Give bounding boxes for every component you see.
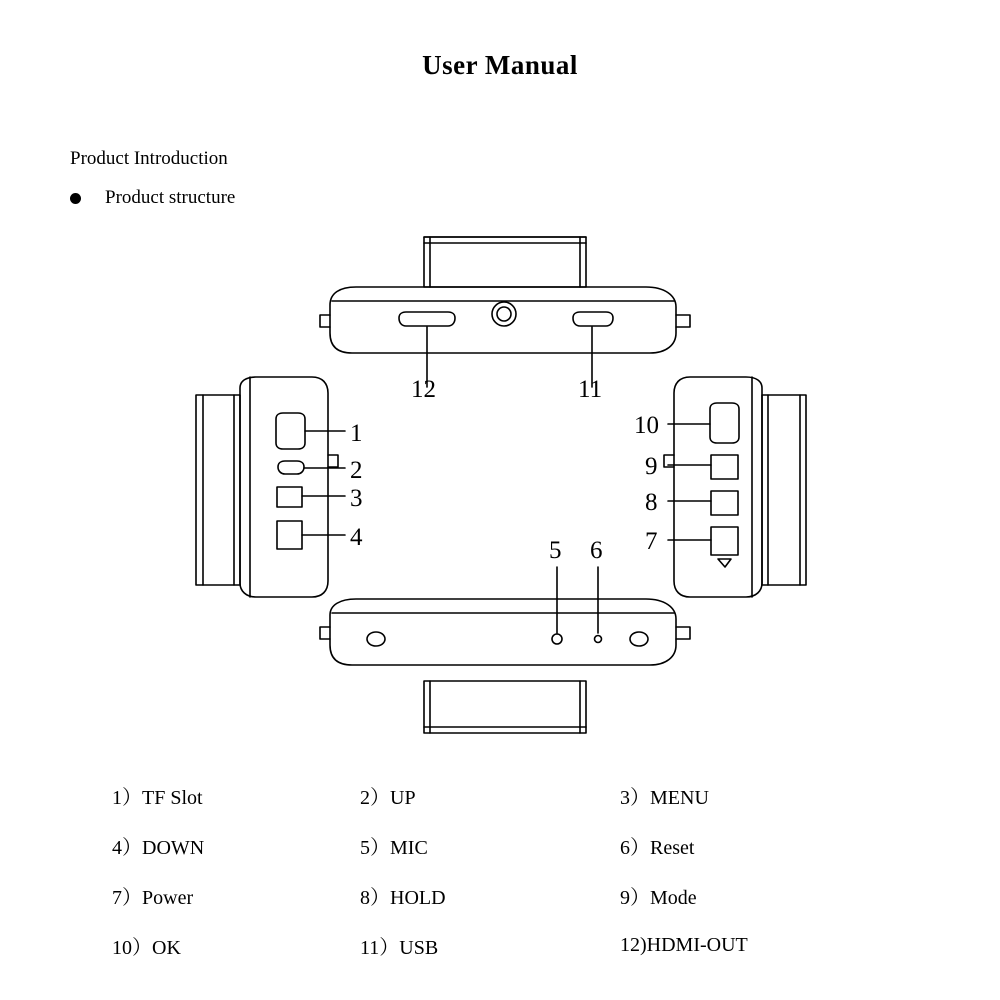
bullet-dot-icon xyxy=(70,193,81,204)
legend-item-7: 7）Power xyxy=(112,886,194,909)
top-view-lens xyxy=(424,237,586,287)
right-side-buttons xyxy=(710,403,739,567)
callout-9: 9 xyxy=(645,453,658,480)
callout-11: 11 xyxy=(578,376,603,403)
legend-row xyxy=(0,770,1000,820)
callout-3: 3 xyxy=(350,485,363,512)
bottom-view-lens xyxy=(424,681,586,733)
callout-4: 4 xyxy=(350,524,363,551)
hdmi-port xyxy=(399,312,455,326)
top-view-body xyxy=(320,287,690,353)
page-title: User Manual xyxy=(422,50,578,80)
legend-row xyxy=(0,920,1000,970)
legend-item-4: 4）DOWN xyxy=(112,836,205,859)
legend-item-2: 2）UP xyxy=(360,786,416,809)
callout-8: 8 xyxy=(645,489,658,516)
legend-item-9: 9）Mode xyxy=(620,886,697,909)
legend-item-1: 1）TF Slot xyxy=(112,786,203,809)
callout-7: 7 xyxy=(645,528,658,555)
callout-10: 10 xyxy=(634,412,659,439)
left-side-buttons xyxy=(276,413,305,549)
legend-row xyxy=(0,870,1000,920)
right-view-body xyxy=(664,377,762,597)
legend-row xyxy=(0,820,1000,870)
callout-6: 6 xyxy=(590,537,603,564)
legend-table xyxy=(0,770,1000,970)
subsection-heading-row xyxy=(70,187,235,209)
subsection-heading: Product structure xyxy=(105,187,236,208)
callout-2: 2 xyxy=(350,457,363,484)
legend-item-10: 10）OK xyxy=(112,936,181,959)
legend-item-6: 6）Reset xyxy=(620,836,695,859)
right-view-lens xyxy=(762,395,806,585)
legend-item-12: 12)HDMI-OUT xyxy=(620,933,748,956)
bottom-view-body xyxy=(320,599,690,665)
product-structure-figure xyxy=(0,215,1000,760)
callout-12: 12 xyxy=(411,376,436,403)
legend-item-3: 3）MENU xyxy=(620,786,709,809)
usb-port xyxy=(573,312,613,326)
legend-item-8: 8）HOLD xyxy=(360,886,446,909)
left-view-lens xyxy=(196,395,240,585)
legend-item-5: 5）MIC xyxy=(360,836,428,859)
top-center-screw xyxy=(492,302,516,326)
callout-5: 5 xyxy=(549,537,562,564)
callout-1: 1 xyxy=(350,420,363,447)
section-heading: Product Introduction xyxy=(70,148,228,169)
legend-item-11: 11）USB xyxy=(360,936,439,959)
